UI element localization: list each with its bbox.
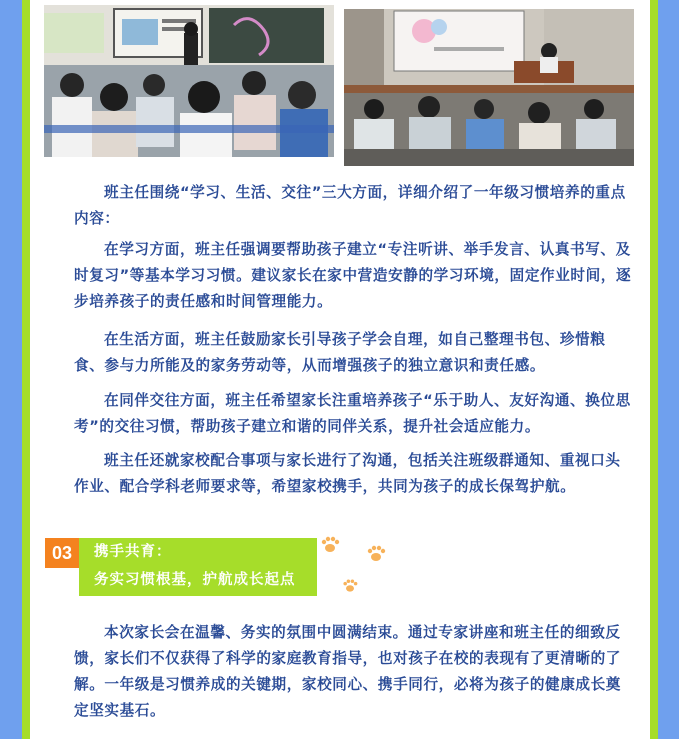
paragraph-study: 在学习方面，班主任强调要帮助孩子建立“专注听讲、举手发言、认真书写、及时复习”等基本学习习惯。建议家长在家中营造安静的学习环境，固定作业时间，逐步培养孩子的责任感和时间管理能力。 <box>74 241 632 310</box>
paw-print-icon <box>366 544 386 564</box>
content-panel <box>30 0 650 739</box>
section-title-line2: 务实习惯根基，护航成长起点 <box>94 572 296 588</box>
section-title <box>79 538 317 596</box>
paw-print-icon <box>342 578 358 594</box>
paragraph-life: 在生活方面，班主任鼓励家长引导孩子学会自理，如自己整理书包、珍惜粮食、参与力所能及的家务劳动等，从而增强孩子的独立意识和责任感。 <box>74 331 606 374</box>
paragraph-peer: 在同伴交往方面，班主任希望家长注重培养孩子“乐于助人、友好沟通、换位思考”的交往习惯，帮助孩子建立和谐的同伴关系，提升社会适应能力。 <box>74 392 631 435</box>
section-title-line1: 携手共育： <box>94 544 172 560</box>
classroom-meeting-photo <box>44 5 334 157</box>
paragraph-conclusion: 本次家长会在温馨、务实的氛围中圆满结束。通过专家讲座和班主任的细致反馈，家长们不仅获得了科学的家庭教育指导，也对孩子在校的表现有了更清晰的了解。一年级是习惯养成的关键期，家校同心、携手同行，必将为孩子的健康成长奠定坚实基石。 <box>74 624 621 719</box>
section-number: 03 <box>45 538 79 568</box>
paw-print-icon <box>320 535 340 555</box>
lecture-hall-photo <box>344 9 634 166</box>
paragraph-intro: 班主任围绕“学习、生活、交往”三大方面，详细介绍了一年级习惯培养的重点内容： <box>74 184 626 227</box>
paragraph-home-school: 班主任还就家校配合事项与家长进行了沟通，包括关注班级群通知、重视口头作业、配合学科老师要求等，希望家校携手，共同为孩子的成长保驾护航。 <box>74 452 621 495</box>
